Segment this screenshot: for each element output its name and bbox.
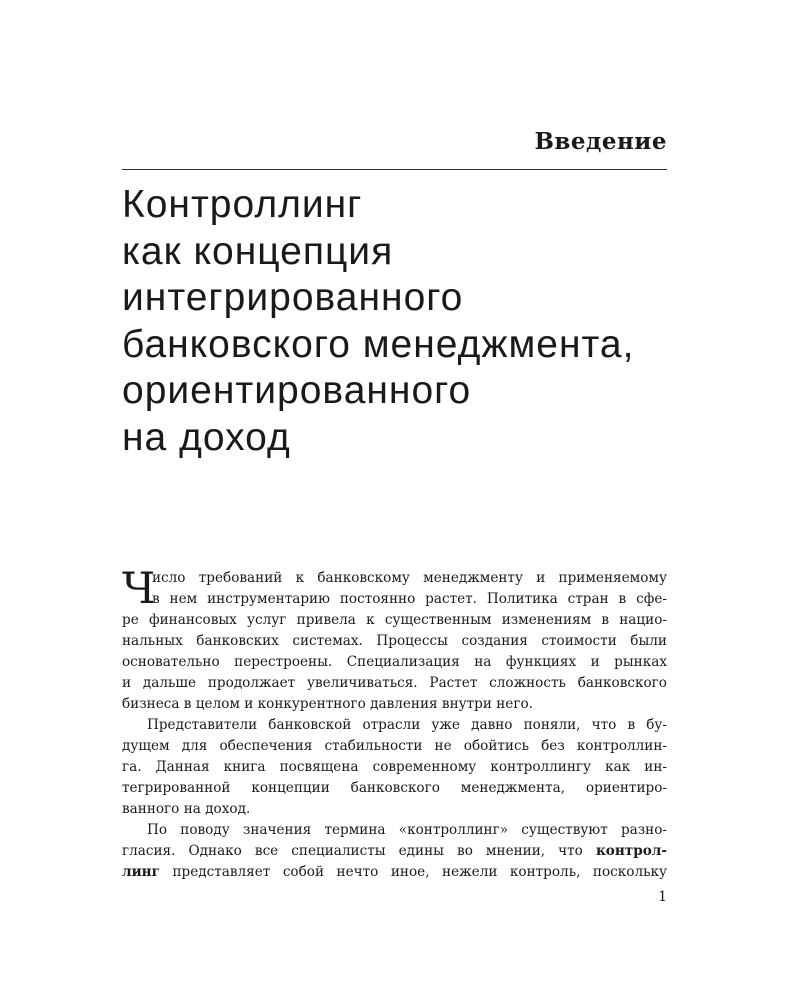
section-label: Введение xyxy=(534,128,667,155)
text-line: исло требований к банковскому менеджменту и применяемому xyxy=(152,570,667,586)
text-line: ре финансовых услуг привела к существенным изменениям в нацио- xyxy=(122,612,667,628)
bold-term: линг xyxy=(122,864,160,880)
page-number: 1 xyxy=(658,889,667,905)
paragraph-3 xyxy=(122,820,667,883)
text-line: нальных банковских системах. Процессы создания стоимости были xyxy=(122,633,667,649)
text-line: Представители банковской отрасли уже давно поняли, что в бу- xyxy=(147,717,667,733)
chapter-title xyxy=(122,182,722,461)
text-fragment: представляет собой нечто иное, нежели контроль, поскольку xyxy=(159,864,667,880)
text-line: По поводу значения термина «контроллинг» существуют разно- xyxy=(147,822,667,838)
text-line: и дальше продолжает увеличиваться. Растет сложность банковского xyxy=(122,675,667,691)
chapter-title-line: как концепция xyxy=(122,229,394,273)
chapter-title-line: ориентированного xyxy=(122,369,472,412)
text-line: основательно перестроены. Специализация на функциях и рынках xyxy=(122,654,667,670)
text-line: ванного на доход. xyxy=(122,801,251,817)
text-line xyxy=(122,862,667,883)
text-line: в нем инструментарию постоянно растет. Политика стран в сфе- xyxy=(152,591,667,607)
text-line: дущем для обеспечения стабильности не обойтись без контроллин- xyxy=(122,738,667,754)
paragraph-1 xyxy=(122,564,667,715)
text-fragment: гласия. Однако все специалисты едины во мнении, что xyxy=(122,843,596,859)
chapter-title-line: интегрированного xyxy=(122,276,464,319)
text-line xyxy=(122,841,667,862)
header-rule xyxy=(122,169,667,170)
text-line: бизнеса в целом и конкурентного давления внутри него. xyxy=(122,696,533,712)
bold-term: контрол- xyxy=(595,843,667,859)
body-text xyxy=(122,564,667,883)
paragraph-2 xyxy=(122,715,667,820)
chapter-title-line: Контроллинг xyxy=(122,183,363,226)
text-line: га. Данная книга посвящена современному контроллингу как ин- xyxy=(122,759,667,775)
chapter-title-line: на доход xyxy=(122,415,291,459)
text-line: тегрированной концепции банковского менеджмента, ориентиро- xyxy=(122,780,667,796)
chapter-title-line: банковского менеджмента, xyxy=(122,322,635,366)
drop-cap: Ч xyxy=(122,564,156,614)
